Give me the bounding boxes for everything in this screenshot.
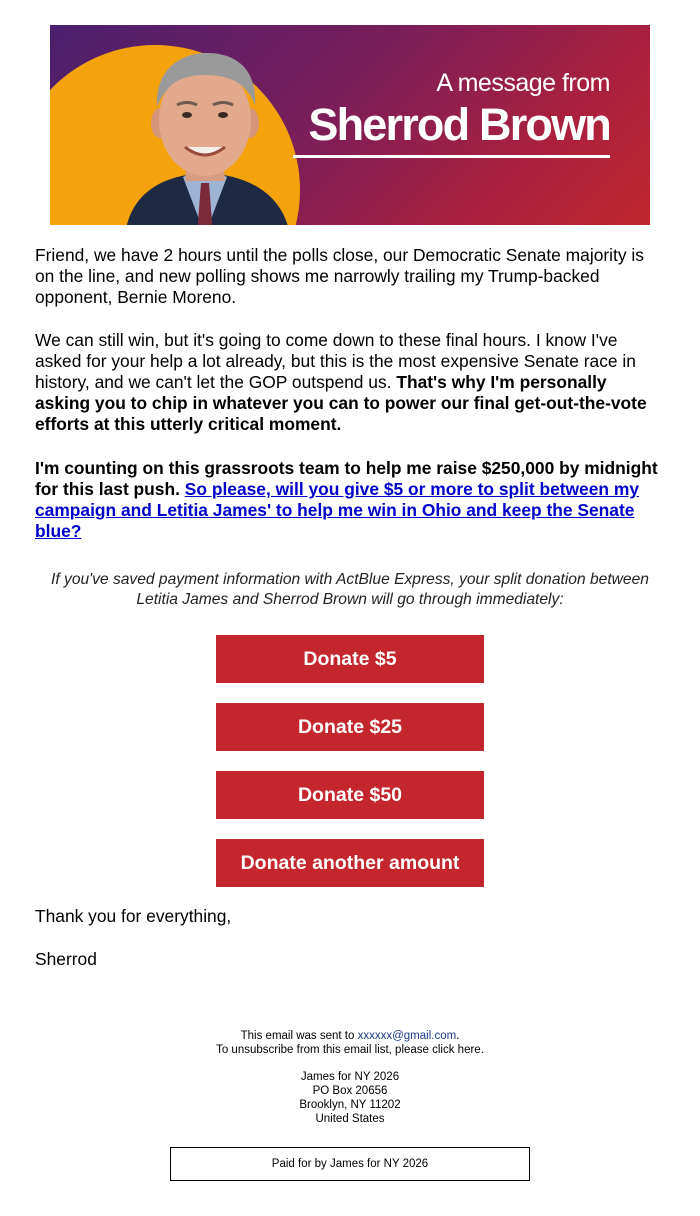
address-box: PO Box 20656 [312, 1085, 388, 1097]
signature-name: Sherrod [35, 949, 97, 969]
closing-line: Thank you for everything, [35, 906, 232, 926]
unsubscribe-link[interactable]: To unsubscribe from this email list, please click here. [216, 1044, 484, 1056]
recipient-email: xxxxxx@gmail.com [357, 1030, 457, 1042]
actblue-express-note: If you've saved payment information with ActBlue Express, your split donation between Letitia James and Sherrod Brown will go through immediately: [51, 571, 649, 608]
donate-other-amount-button[interactable]: Donate another amount [216, 839, 484, 887]
address-org: James for NY 2026 [300, 1071, 400, 1083]
paragraph-ask [35, 458, 665, 542]
banner-title: Sherrod Brown [308, 99, 610, 150]
paragraph-ask-text: I'm counting on this grassroots team to help me raise $250,000 by midnight for this last push. [35, 458, 658, 499]
banner-subtitle: A message from [436, 69, 610, 97]
paragraph-appeal [35, 330, 665, 435]
paragraph-intro: Friend, we have 2 hours until the polls close, our Democratic Senate majority is on the line, and new polling shows me narrowly trailing my Trump-backed opponent, Bernie Moreno. [35, 245, 644, 307]
paid-for-disclaimer: Paid for by James for NY 2026 [170, 1147, 530, 1181]
donate-5-button[interactable]: Donate $5 [216, 635, 484, 683]
address-country: United States [315, 1113, 385, 1125]
footer-sent-prefix: This email was sent to [240, 1030, 358, 1042]
paragraph-appeal-text: We can still win, but it's going to come down to these final hours. I know I've asked for your help a lot already, but this is the most expensive Senate race in history, and we can't let the GOP outspend us. [35, 330, 636, 392]
header-banner [50, 25, 650, 225]
banner-underline [293, 155, 610, 158]
donate-25-button[interactable]: Donate $25 [216, 703, 484, 751]
footer-sent-line [0, 1029, 700, 1043]
address-city: Brooklyn, NY 11202 [299, 1099, 401, 1111]
donate-link[interactable]: So please, will you give $5 or more to split between my campaign and Letitia James' to help me win in Ohio and keep the Senate blue? [35, 479, 639, 541]
paragraph-appeal-bold: That's why I'm personally asking you to chip in whatever you can to power our final get-out-the-vote efforts at this utterly critical moment. [35, 372, 647, 434]
footer-notice [0, 1029, 700, 1057]
donate-50-button[interactable]: Donate $50 [216, 771, 484, 819]
candidate-portrait [105, 35, 305, 225]
footer-sent-suffix: . [456, 1030, 460, 1042]
footer-address [0, 1070, 700, 1126]
